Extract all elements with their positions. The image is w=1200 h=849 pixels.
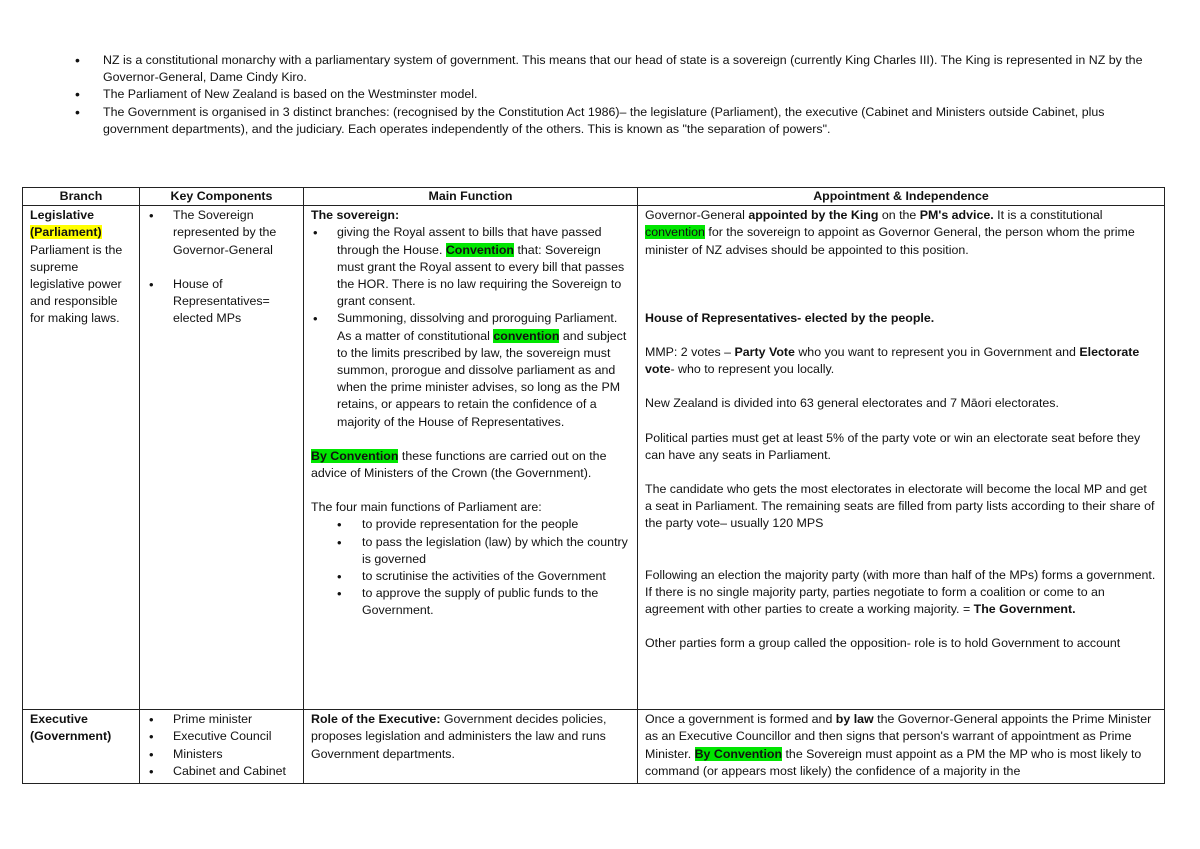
branch-description: Parliament is the supreme legislative power and responsible for making laws.	[30, 242, 123, 326]
list-item: • House of Representatives= elected MPs	[147, 276, 296, 328]
cell-branch-legislative	[23, 206, 140, 710]
convention-highlight: By Convention	[311, 448, 399, 463]
candidate-paragraph: The candidate who gets the most electorates in electorate will become the local MP and get a seat in Parliament. The remaining seats are filled from party lists according to their share of the party vote– usually 120 MPS	[645, 482, 1155, 531]
list-item: • Summoning, dissolving and proroguing Parliament. As a matter of constitutional convention and subject to the limits prescribed by law, the sovereign must summon, prorogue and dissolve parliament as and when the prime minister advises, so long as the PM retains, or appears to retain the confidence of a majority of the House of Representatives.	[311, 310, 630, 430]
list-item: • to pass the legislation (law) by which the country is governed	[311, 534, 630, 568]
opposition-paragraph: Other parties form a group called the opposition- role is to hold Government to account	[645, 636, 1121, 651]
list-item: • giving the Royal assent to bills that have passed through the House. Convention that: Sovereign must grant the Royal assent to every bill that passes the HOR. There is no law requiring the Sovereign to grant consent.	[311, 224, 630, 310]
cell-branch-executive	[23, 710, 140, 784]
sovereign-heading: The sovereign:	[311, 208, 400, 223]
table-header-row	[23, 188, 1165, 206]
header-key-components: Key Components	[140, 188, 304, 206]
intro-bullet: • The Parliament of New Zealand is based on the Westminster model.	[75, 86, 1155, 103]
convention-highlight: convention	[493, 328, 560, 343]
four-functions-intro: The four main functions of Parliament are:	[311, 500, 542, 515]
list-item: • to scrutinise the activities of the Government	[311, 568, 630, 585]
parliament-highlight: (Parliament)	[30, 225, 102, 240]
governor-general-paragraph: Governor-General appointed by the King on the PM's advice. It is a constitutional convention for the sovereign to appoint as Governor General, the person whom the prime minister of NZ advises should be appointed to this position.	[645, 208, 1135, 257]
convention-highlight: By Convention	[694, 746, 783, 761]
cell-appointment-legislative	[638, 206, 1165, 710]
list-item: • to provide representation for the people	[311, 516, 630, 533]
list-item: • The Sovereign represented by the Governor-General	[147, 207, 296, 259]
branches-table	[22, 187, 1165, 784]
list-item: • Ministers	[147, 746, 296, 763]
list-item: • Prime minister	[147, 711, 296, 728]
intro-bullet: • The Government is organised in 3 distinct branches: (recognised by the Constitution Act 1986)– the legislature (Parliament), the executive (Cabinet and Ministers outside Cabinet, plus government departments), and the judiciary. Each operates independently of the others. This is known as "the separation of powers".	[75, 104, 1155, 138]
convention-highlight: Convention	[445, 242, 515, 257]
intro-bullet: • NZ is a constitutional monarchy with a parliamentary system of government. This means that our head of state is a sovereign (currently King Charles III). The King is represented in NZ by the Governor-General, Dame Cindy Kiro.	[75, 52, 1155, 86]
table-row-executive	[23, 710, 1165, 784]
cell-components-legislative	[140, 206, 304, 710]
branch-title: Legislative	[30, 208, 95, 223]
list-item: • Executive Council	[147, 728, 296, 745]
executive-role-label: Role of the Executive:	[311, 712, 441, 727]
cell-function-legislative	[304, 206, 638, 710]
hor-heading: House of Representatives- elected by the people.	[645, 310, 935, 325]
table-row-legislative	[23, 206, 1165, 710]
cell-appointment-executive: Once a government is formed and by law the Governor-General appoints the Prime Minister as an Executive Councillor and then signs that person's warrant of appointment as Prime Minister. By Convention the Sovereign must appoint as a PM the MP who is most likely to command (or appears most likely) the confidence of a majority in the	[638, 710, 1165, 784]
cell-function-executive: Role of the Executive: Government decides policies, proposes legislation and administers the law and runs Government departments.	[304, 710, 638, 784]
list-item: • Cabinet and Cabinet	[147, 763, 296, 780]
header-main-function: Main Function	[304, 188, 638, 206]
header-branch: Branch	[23, 188, 140, 206]
cell-components-executive	[140, 710, 304, 784]
header-appointment: Appointment & Independence	[638, 188, 1165, 206]
list-item: • to approve the supply of public funds to the Government.	[311, 585, 630, 619]
electorates-paragraph: New Zealand is divided into 63 general electorates and 7 Māori electorates.	[645, 396, 1059, 411]
majority-paragraph: Following an election the majority party (with more than half of the MPs) forms a government. If there is no single majority party, parties negotiate to form a coalition or come to an agreement with other parties to create a working majority. = The Government.	[645, 567, 1156, 617]
convention-highlight: convention	[645, 225, 705, 240]
branch-title: Executive (Government)	[30, 712, 112, 744]
convention-paragraph: By Convention these functions are carried out on the advice of Ministers of the Crown (the Government).	[311, 448, 607, 481]
intro-bullet-list	[75, 52, 1155, 138]
threshold-paragraph: Political parties must get at least 5% of the party vote or win an electorate seat before they can have any seats in Parliament.	[645, 430, 1141, 462]
mmp-paragraph: MMP: 2 votes – Party Vote who you want to represent you in Government and Electorate vote- who to represent you locally.	[645, 345, 1140, 377]
